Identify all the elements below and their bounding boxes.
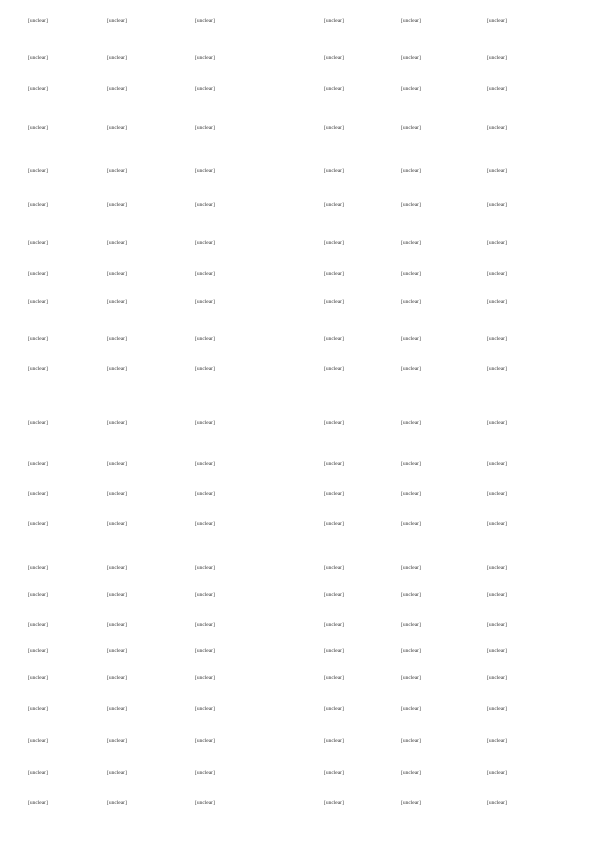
cell-col6: [unclear] xyxy=(487,125,507,131)
cell-col4: [unclear] xyxy=(324,240,344,246)
cell-col1: [unclear] xyxy=(28,55,48,61)
cell-col5: [unclear] xyxy=(401,420,421,426)
cell-col1: [unclear] xyxy=(28,366,48,372)
cell-col4: [unclear] xyxy=(324,125,344,131)
cell-col5: [unclear] xyxy=(401,240,421,246)
cell-col3: [unclear] xyxy=(195,738,215,744)
cell-col5: [unclear] xyxy=(401,55,421,61)
cell-col6: [unclear] xyxy=(487,271,507,277)
cell-col3: [unclear] xyxy=(195,299,215,305)
cell-col4: [unclear] xyxy=(324,366,344,372)
cell-col2: [unclear] xyxy=(107,366,127,372)
cell-col4: [unclear] xyxy=(324,202,344,208)
cell-col6: [unclear] xyxy=(487,461,507,467)
cell-col4: [unclear] xyxy=(324,622,344,628)
cell-col1: [unclear] xyxy=(28,18,48,24)
cell-col6: [unclear] xyxy=(487,800,507,806)
cell-col3: [unclear] xyxy=(195,592,215,598)
cell-col2: [unclear] xyxy=(107,738,127,744)
cell-col6: [unclear] xyxy=(487,491,507,497)
cell-col3: [unclear] xyxy=(195,125,215,131)
cell-col1: [unclear] xyxy=(28,271,48,277)
cell-col6: [unclear] xyxy=(487,706,507,712)
cell-col6: [unclear] xyxy=(487,738,507,744)
cell-col4: [unclear] xyxy=(324,800,344,806)
cell-col6: [unclear] xyxy=(487,420,507,426)
cell-col3: [unclear] xyxy=(195,271,215,277)
cell-col5: [unclear] xyxy=(401,521,421,527)
cell-col6: [unclear] xyxy=(487,18,507,24)
cell-col1: [unclear] xyxy=(28,592,48,598)
cell-col6: [unclear] xyxy=(487,675,507,681)
cell-col6: [unclear] xyxy=(487,299,507,305)
cell-col5: [unclear] xyxy=(401,706,421,712)
cell-col3: [unclear] xyxy=(195,565,215,571)
cell-col1: [unclear] xyxy=(28,240,48,246)
cell-col2: [unclear] xyxy=(107,420,127,426)
cell-col4: [unclear] xyxy=(324,299,344,305)
cell-col3: [unclear] xyxy=(195,240,215,246)
cell-col6: [unclear] xyxy=(487,55,507,61)
cell-col4: [unclear] xyxy=(324,592,344,598)
cell-col2: [unclear] xyxy=(107,706,127,712)
cell-col1: [unclear] xyxy=(28,738,48,744)
cell-col1: [unclear] xyxy=(28,648,48,654)
cell-col6: [unclear] xyxy=(487,770,507,776)
cell-col2: [unclear] xyxy=(107,800,127,806)
cell-col4: [unclear] xyxy=(324,86,344,92)
cell-col5: [unclear] xyxy=(401,125,421,131)
cell-col5: [unclear] xyxy=(401,592,421,598)
cell-col6: [unclear] xyxy=(487,622,507,628)
cell-col3: [unclear] xyxy=(195,168,215,174)
cell-col4: [unclear] xyxy=(324,336,344,342)
cell-col5: [unclear] xyxy=(401,86,421,92)
cell-col2: [unclear] xyxy=(107,461,127,467)
cell-col2: [unclear] xyxy=(107,648,127,654)
cell-col4: [unclear] xyxy=(324,168,344,174)
cell-col5: [unclear] xyxy=(401,366,421,372)
cell-col4: [unclear] xyxy=(324,461,344,467)
cell-col1: [unclear] xyxy=(28,299,48,305)
cell-col5: [unclear] xyxy=(401,271,421,277)
cell-col3: [unclear] xyxy=(195,336,215,342)
cell-col4: [unclear] xyxy=(324,521,344,527)
cell-col3: [unclear] xyxy=(195,202,215,208)
cell-col1: [unclear] xyxy=(28,706,48,712)
cell-col6: [unclear] xyxy=(487,336,507,342)
cell-col5: [unclear] xyxy=(401,461,421,467)
cell-col3: [unclear] xyxy=(195,770,215,776)
cell-col1: [unclear] xyxy=(28,86,48,92)
cell-col6: [unclear] xyxy=(487,86,507,92)
cell-col2: [unclear] xyxy=(107,202,127,208)
cell-col3: [unclear] xyxy=(195,675,215,681)
cell-col4: [unclear] xyxy=(324,271,344,277)
cell-col4: [unclear] xyxy=(324,738,344,744)
cell-col6: [unclear] xyxy=(487,240,507,246)
cell-col3: [unclear] xyxy=(195,86,215,92)
cell-col6: [unclear] xyxy=(487,592,507,598)
cell-col2: [unclear] xyxy=(107,592,127,598)
cell-col4: [unclear] xyxy=(324,706,344,712)
cell-col5: [unclear] xyxy=(401,336,421,342)
cell-col6: [unclear] xyxy=(487,521,507,527)
cell-col2: [unclear] xyxy=(107,86,127,92)
cell-col4: [unclear] xyxy=(324,18,344,24)
cell-col1: [unclear] xyxy=(28,336,48,342)
cell-col5: [unclear] xyxy=(401,622,421,628)
cell-col1: [unclear] xyxy=(28,800,48,806)
cell-col2: [unclear] xyxy=(107,770,127,776)
cell-col5: [unclear] xyxy=(401,565,421,571)
cell-col1: [unclear] xyxy=(28,202,48,208)
cell-col2: [unclear] xyxy=(107,168,127,174)
cell-col4: [unclear] xyxy=(324,675,344,681)
cell-col2: [unclear] xyxy=(107,299,127,305)
cell-col3: [unclear] xyxy=(195,521,215,527)
cell-col1: [unclear] xyxy=(28,420,48,426)
cell-col2: [unclear] xyxy=(107,565,127,571)
cell-col5: [unclear] xyxy=(401,738,421,744)
cell-col1: [unclear] xyxy=(28,168,48,174)
cell-col3: [unclear] xyxy=(195,461,215,467)
cell-col1: [unclear] xyxy=(28,675,48,681)
cell-col5: [unclear] xyxy=(401,648,421,654)
cell-col3: [unclear] xyxy=(195,648,215,654)
cell-col3: [unclear] xyxy=(195,55,215,61)
cell-col3: [unclear] xyxy=(195,420,215,426)
cell-col3: [unclear] xyxy=(195,706,215,712)
cell-col3: [unclear] xyxy=(195,491,215,497)
cell-col5: [unclear] xyxy=(401,18,421,24)
cell-col2: [unclear] xyxy=(107,521,127,527)
cell-col2: [unclear] xyxy=(107,240,127,246)
cell-col2: [unclear] xyxy=(107,18,127,24)
cell-col6: [unclear] xyxy=(487,202,507,208)
cell-col5: [unclear] xyxy=(401,770,421,776)
cell-col5: [unclear] xyxy=(401,675,421,681)
cell-col4: [unclear] xyxy=(324,770,344,776)
cell-col4: [unclear] xyxy=(324,420,344,426)
cell-col1: [unclear] xyxy=(28,565,48,571)
cell-col2: [unclear] xyxy=(107,271,127,277)
cell-col1: [unclear] xyxy=(28,461,48,467)
cell-col2: [unclear] xyxy=(107,55,127,61)
cell-col2: [unclear] xyxy=(107,675,127,681)
cell-col4: [unclear] xyxy=(324,565,344,571)
cell-col1: [unclear] xyxy=(28,491,48,497)
cell-col3: [unclear] xyxy=(195,622,215,628)
cell-col2: [unclear] xyxy=(107,622,127,628)
cell-col4: [unclear] xyxy=(324,491,344,497)
cell-col2: [unclear] xyxy=(107,491,127,497)
cell-col1: [unclear] xyxy=(28,521,48,527)
cell-col3: [unclear] xyxy=(195,800,215,806)
cell-col5: [unclear] xyxy=(401,202,421,208)
cell-col2: [unclear] xyxy=(107,125,127,131)
cell-col4: [unclear] xyxy=(324,648,344,654)
cell-col4: [unclear] xyxy=(324,55,344,61)
cell-col1: [unclear] xyxy=(28,770,48,776)
cell-col6: [unclear] xyxy=(487,168,507,174)
cell-col1: [unclear] xyxy=(28,125,48,131)
cell-col3: [unclear] xyxy=(195,18,215,24)
cell-col5: [unclear] xyxy=(401,800,421,806)
cell-col6: [unclear] xyxy=(487,565,507,571)
cell-col6: [unclear] xyxy=(487,366,507,372)
cell-col5: [unclear] xyxy=(401,299,421,305)
cell-col3: [unclear] xyxy=(195,366,215,372)
cell-col2: [unclear] xyxy=(107,336,127,342)
cell-col5: [unclear] xyxy=(401,168,421,174)
cell-col5: [unclear] xyxy=(401,491,421,497)
cell-col6: [unclear] xyxy=(487,648,507,654)
cell-col1: [unclear] xyxy=(28,622,48,628)
